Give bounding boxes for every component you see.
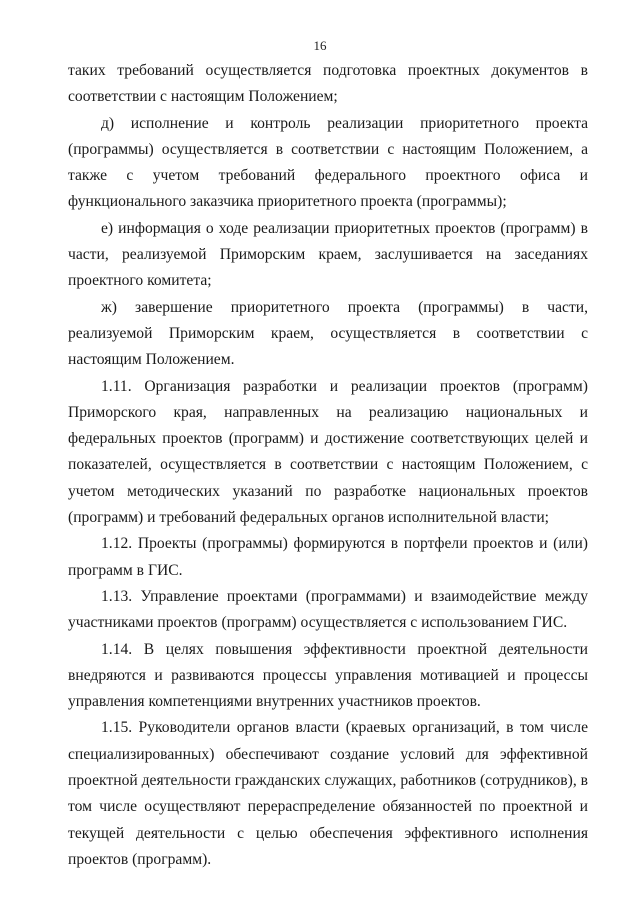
paragraph-item-zh: ж) завершение приоритетного проекта (программы) в части, реализуемой Приморским краем, осуществляется в соответствии с настоящим Положением. [68,298,588,369]
paragraph-clause-1-15: 1.15. Руководители органов власти (краевых организаций, в том числе специализированных) обеспечивают создание условий для эффективной проектной деятельности гражданских служащих, работников (сотрудников), в том числе осуществляют перераспределение обязанностей по проектной и текущей деятельности с целью обеспечения эффективного исполнения проектов (программ). [68,719,588,868]
paragraph-clause-1-11: 1.11. Организация разработки и реализации проектов (программ) Приморского края, направленных на реализацию национальных и федеральных проектов (программ) и достижение соответствующих целей и показателей, осуществляется в соответствии с настоящим Положением, с учетом методических указаний по разработке национальных проектов (программ) и требований федеральных органов исполнительной власти; [68,377,588,527]
document-body [68,58,588,873]
paragraph-clause-1-13: 1.13. Управление проектами (программами) и взаимодействие между участниками проектов (программ) осуществляется с использованием ГИС. [68,587,588,632]
paragraph-clause-1-14: 1.14. В целях повышения эффективности проектной деятельности внедряются и развиваются процессы управления мотивацией и процессы управления компетенциями внутренних участников проектов. [68,640,588,711]
paragraph-clause-1-12: 1.12. Проекты (программы) формируются в портфели проектов и (или) программ в ГИС. [68,535,588,579]
page-number: 16 [313,38,327,53]
paragraph-item-d: д) исполнение и контроль реализации приоритетного проекта (программы) осуществляется в соответствии с настоящим Положением, а также с учетом требований федерального проектного офиса и функционального заказчика приоритетного проекта (программы); [68,114,588,211]
paragraph-continuation: таких требований осуществляется подготовка проектных документов в соответствии с настоящим Положением; [68,62,588,106]
paragraph-item-e: е) информация о ходе реализации приоритетных проектов (программ) в части, реализуемой Приморским краем, заслушивается на заседаниях проектного комитета; [68,219,588,290]
